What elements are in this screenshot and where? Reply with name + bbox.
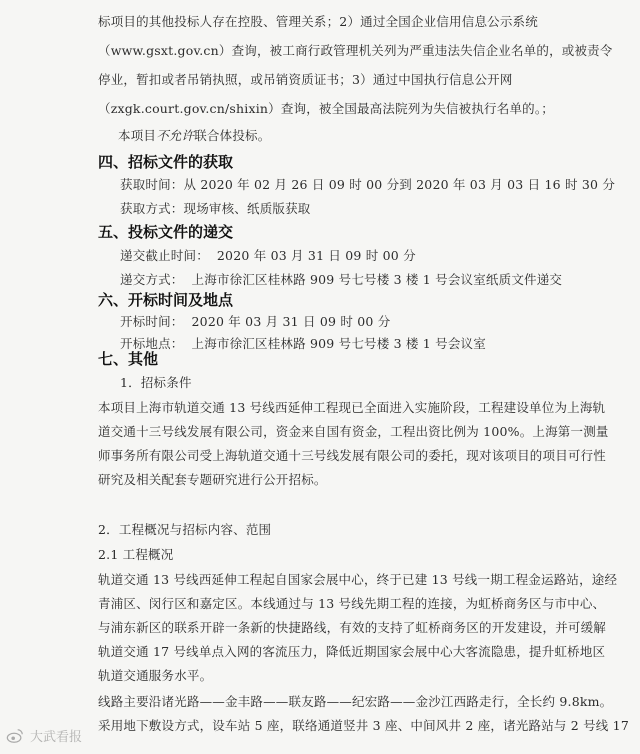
text-line: （zxgk.court.gov.cn/shixin）查询，被全国最高法院列为失信被执行名单的。；: [98, 101, 554, 116]
consortium-line: [118, 126, 270, 144]
text-line: 停业，暂扣或者吊销执照，或吊销资质证书；3）通过中国执行信息公开网: [98, 72, 513, 87]
paragraph-line: 线路主要沿诸光路——金丰路——联友路——纪宏路——金沙江西路走行，全长约 9.8km。: [98, 694, 613, 709]
submission-deadline: [120, 246, 416, 264]
acquisition-time: 获取时间：从 2020 年 02 月 26 日 09 时 00 分到 2020 年 03 月 03 日 16 时 30 分: [120, 177, 616, 192]
consortium-prefix: 本项目: [118, 128, 157, 143]
subsection-title: 1．招标条件: [120, 375, 192, 390]
paragraph-line: 轨道交通 17 号线单点入网的客流压力，降低近期国家会展中心大客流隐患，提升虹桥地区: [98, 644, 606, 659]
opening-place: [120, 334, 486, 352]
section-heading: 五、投标文件的递交: [98, 223, 234, 241]
paragraph-line: 道交通十三号线发展有限公司，资金来自国有资金，工程出资比例为 100%。上海第一测量: [98, 424, 609, 439]
paragraph-line: 师事务所有限公司受上海轨道交通十三号线发展有限公司的委托，现对该项目的项目可行性: [98, 448, 607, 463]
paragraph-line: 采用地下敷设方式，设车站 5 座，联络通道竖井 3 座、中间风井 2 座，诸光路站与 2 号线 17: [98, 718, 629, 733]
watermark: [6, 726, 82, 745]
submission-method-label: 递交方式：: [120, 272, 184, 287]
consortium-italic: 不允许: [156, 128, 195, 143]
consortium-suffix: 联合体投标。: [194, 128, 271, 143]
paragraph-line: 青浦区、闵行区和嘉定区。本线通过与 13 号线先期工程的连接，为虹桥商务区与市中心、: [98, 596, 606, 611]
section-heading: 七、其他: [98, 350, 159, 368]
section-heading: 四、招标文件的获取: [98, 153, 234, 171]
text-line: 标项目的其他投标人存在控股、管理关系；2）通过全国企业信用信息公示系统: [98, 14, 538, 29]
paragraph-line: 轨道交通 13 号线西延伸工程起自国家会展中心，终于已建 13 号线一期工程金运路站，途经: [98, 572, 618, 587]
paragraph-line: 本项目上海市轨道交通 13 号线西延伸工程现已全面进入实施阶段，工程建设单位为上海轨: [98, 400, 606, 415]
opening-time-label: 开标时间：: [120, 314, 184, 329]
opening-time-value: 2020 年 03 月 31 日 09 时 00 分: [191, 314, 391, 329]
subsection-title: 2．工程概况与招标内容、范围: [98, 522, 272, 537]
section-heading: 六、开标时间及地点: [98, 291, 234, 309]
watermark-text: 大武看报: [30, 730, 83, 745]
acquisition-method: 获取方式：现场审核、纸质版获取: [120, 201, 311, 216]
text-line: （www.gsxt.gov.cn）查询，被工商行政管理机关列为严重违法失信企业名单的，或被责令: [98, 43, 613, 58]
submission-deadline-value: 2020 年 03 月 31 日 09 时 00 分: [216, 248, 416, 263]
opening-time: [120, 312, 390, 330]
submission-method: [120, 270, 562, 288]
submission-method-value: 上海市徐汇区桂林路 909 号七号楼 3 楼 1 号会议室纸质文件递交: [191, 272, 563, 287]
paragraph-line: 轨道交通服务水平。: [98, 668, 213, 683]
submission-deadline-label: 递交截止时间：: [120, 248, 209, 263]
opening-place-label: 开标地点：: [120, 336, 184, 351]
subsection-title: 2.1 工程概况: [98, 547, 174, 562]
weibo-icon: [6, 727, 24, 745]
opening-place-value: 上海市徐汇区桂林路 909 号七号楼 3 楼 1 号会议室: [191, 336, 486, 351]
paragraph-line: 研究及相关配套专题研究进行公开招标。: [98, 472, 327, 487]
paragraph-line: 与浦东新区的联系开辟一条新的快捷路线，有效的支持了虹桥商务区的开发建设，并可缓解: [98, 620, 607, 635]
